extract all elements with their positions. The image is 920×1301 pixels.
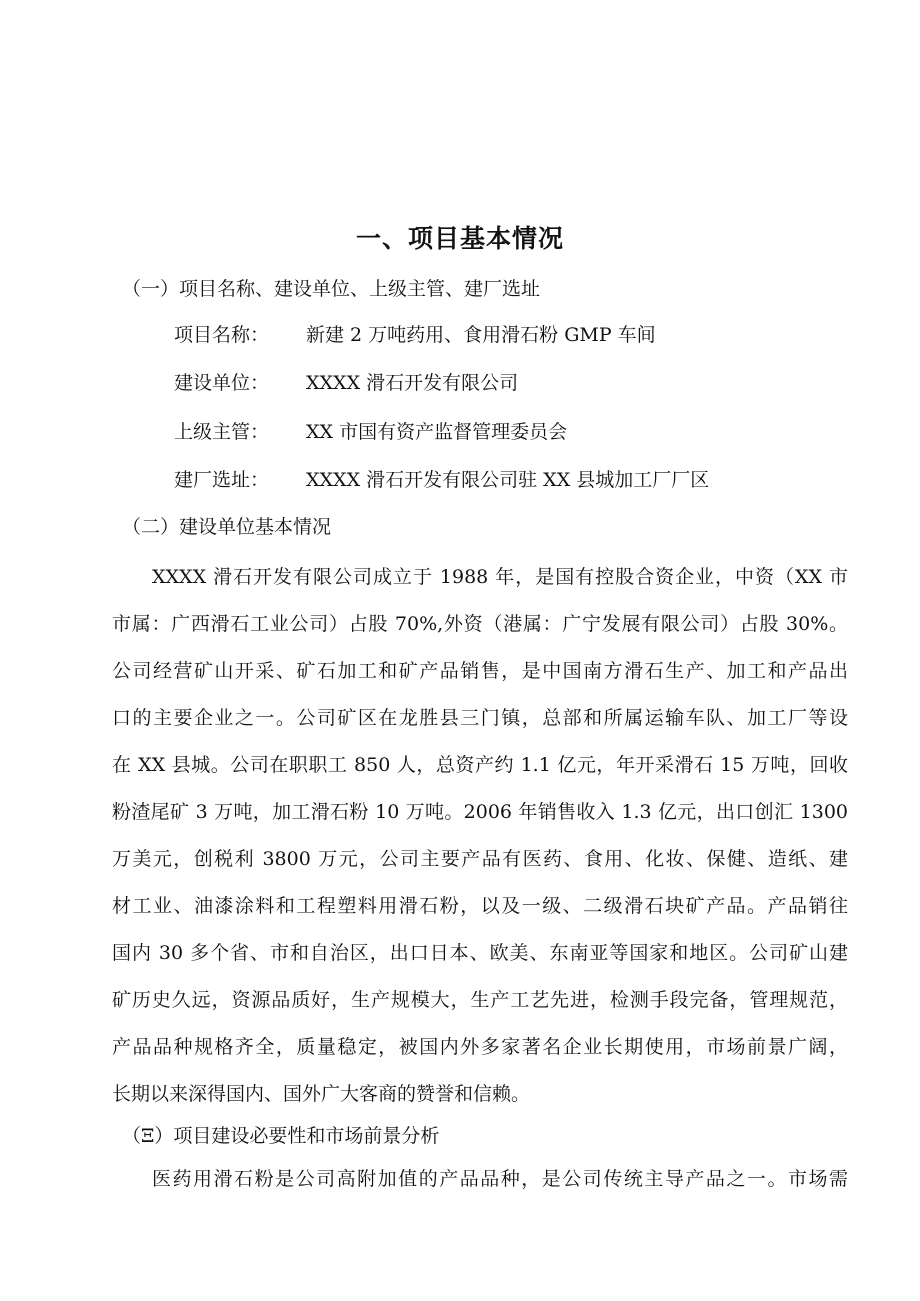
info-label: 项目名称： [174,324,270,346]
paragraph-line: 医药用滑石粉是公司高附加值的产品品种，是公司传统主导产品之一。市场需 [152,1168,848,1190]
paragraph-line: 长期以来深得国内、国外广大客商的赞誉和信赖。 [112,1083,531,1105]
paragraph-line: 市属：广西滑石工业公司）占股 70%,外资（港属：广宁发展有限公司）占股 30%。 [112,613,848,635]
necessity-paragraph [112,1156,848,1203]
paragraph-line: 材工业、油漆涂料和工程塑料用滑石粉，以及一级、二级滑石块矿产品。产品销往 [112,895,848,917]
info-value: XXXX 滑石开发有限公司驻 XX 县城加工厂厂区 [306,469,710,491]
info-value: XXXX 滑石开发有限公司 [306,372,519,394]
paragraph-line: XXXX 滑石开发有限公司成立于 1988 年，是国有控股合资企业，中资（XX 市 [152,566,848,588]
paragraph-line: 万美元，创税利 3800 万元，公司主要产品有医药、食用、化妆、保健、造纸、建 [112,848,848,870]
info-row-site [174,465,709,495]
paragraph-line: 粉渣尾矿 3 万吨，加工滑石粉 10 万吨。2006 年销售收入 1.3 亿元，出口创汇 1300 [112,801,848,823]
info-row-builder [174,368,518,398]
paragraph-line: 产品品种规格齐全，质量稳定，被国内外多家著名企业长期使用，市场前景广阔， [112,1036,848,1058]
info-value: XX 市国有资产监督管理委员会 [306,421,568,443]
section-heading-2: （二）建设单位基本情况 [122,516,332,538]
paragraph-line: 在 XX 县城。公司在职职工 850 人，总资产约 1.1 亿元，年开采滑石 15 万吨，回收 [112,754,848,776]
info-row-project-name [174,320,656,350]
paragraph-line: 口的主要企业之一。公司矿区在龙胜县三门镇，总部和所属运输车队、加工厂等设 [112,707,848,729]
info-value: 新建 2 万吨药用、食用滑石粉 GMP 车间 [306,324,656,346]
info-label: 建厂选址： [174,469,270,491]
page-title: 一、项目基本情况 [355,224,564,253]
paragraph-line: 国内 30 多个省、市和自治区，出口日本、欧美、东南亚等国家和地区。公司矿山建 [112,942,848,964]
info-label: 建设单位： [174,372,270,394]
section-heading-3: （Ξ）项目建设必要性和市场前景分析 [122,1125,440,1147]
paragraph-line: 公司经营矿山开采、矿石加工和矿产品销售，是中国南方滑石生产、加工和产品出 [112,660,848,682]
info-row-supervisor [174,417,567,447]
info-label: 上级主管： [174,421,270,443]
paragraph-line: 矿历史久远，资源品质好，生产规模大，生产工艺先进，检测手段完备，管理规范， [112,989,848,1011]
company-paragraph [112,554,848,1118]
section-heading-1: （一）项目名称、建设单位、上级主管、建厂选址 [122,278,541,300]
